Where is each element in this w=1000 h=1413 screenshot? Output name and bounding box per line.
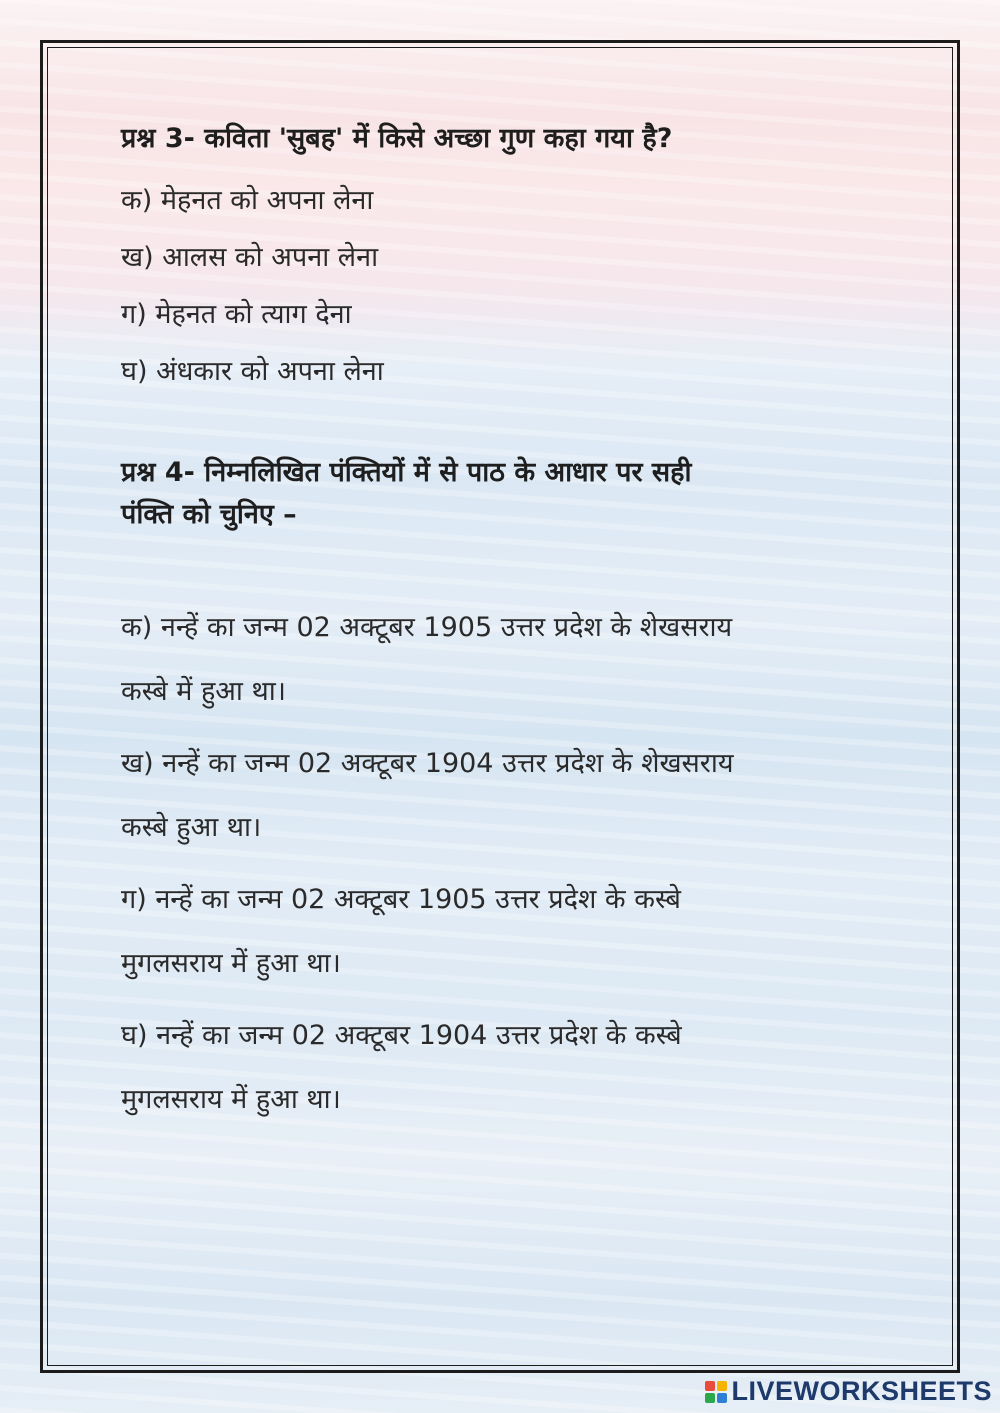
liveworksheets-logo [705,1376,992,1407]
option-line: मुगलसराय में हुआ था। [121,1084,341,1115]
logo-square [705,1381,715,1391]
question-3-option-gha: घ) अंधकार को अपना लेना [121,356,384,387]
liveworksheets-logo-icon [705,1381,727,1403]
question-3-option-ga: ग) मेहनत को त्याग देना [121,299,352,330]
question-4-title-line-1: प्रश्न 4- निम्नलिखित पंक्तियों में से पाठ के आधार पर सही [121,457,692,488]
question-3-option-ka: क) मेहनत को अपना लेना [121,185,374,216]
question-4-option-ka [121,596,841,724]
question-4-option-ga [121,868,841,996]
question-4-title-line-2: पंक्ति को चुनिए – [121,499,297,530]
logo-square [717,1381,727,1391]
option-line: ग) नन्हें का जन्म 02 अक्टूबर 1905 उत्तर प्रदेश के कस्बे [121,884,681,915]
option-line: कस्बे हुआ था। [121,812,262,843]
liveworksheets-logo-text: LIVEWORKSHEETS [731,1376,992,1406]
question-3-options [121,172,841,400]
logo-square [717,1393,727,1403]
option-line: घ) नन्हें का जन्म 02 अक्टूबर 1904 उत्तर प्रदेश के कस्बे [121,1020,682,1051]
question-4-option-gha [121,1004,841,1132]
question-4-option-kha [121,732,841,860]
option-line: कस्बे में हुआ था। [121,676,286,707]
question-3-option-kha: ख) आलस को अपना लेना [121,242,379,273]
worksheet-content [121,118,841,1140]
question-3-title: प्रश्न 3- कविता 'सुबह' में किसे अच्छा गुण कहा गया है? [121,123,673,154]
question-4-title [121,452,841,536]
option-line: मुगलसराय में हुआ था। [121,948,341,979]
option-line: क) नन्हें का जन्म 02 अक्टूबर 1905 उत्तर प्रदेश के शेखसराय [121,612,733,643]
question-4-options [121,596,841,1132]
option-line: ख) नन्हें का जन्म 02 अक्टूबर 1904 उत्तर प्रदेश के शेखसराय [121,748,734,779]
logo-square [705,1393,715,1403]
